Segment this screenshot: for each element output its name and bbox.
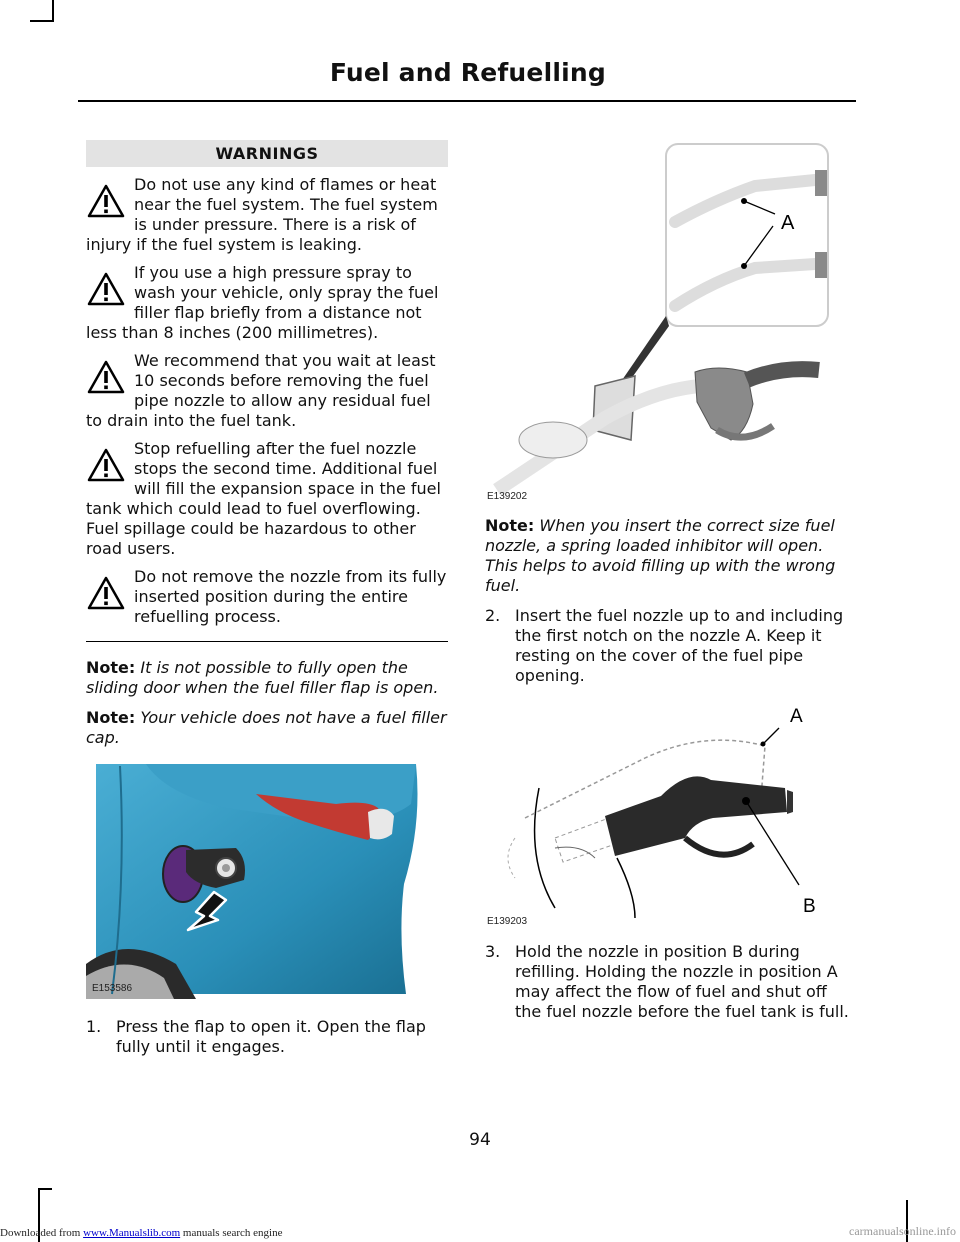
figure-nozzle-positions [485, 698, 847, 928]
step-number: 3. [485, 942, 501, 961]
warning-item [86, 567, 448, 642]
watermark: carmanualsonline.info [849, 1224, 956, 1238]
note-text: Your vehicle does not have a fuel filler cap. [86, 708, 447, 747]
step-text: Insert the fuel nozzle up to and including the first notch on the nozzle A. Keep it resting on the cover of the fuel pipe opening. [515, 606, 844, 685]
warning-text: Stop refuelling after the fuel nozzle stops the second time. Additional fuel will fill the expansion space in the fuel tank which could lead to fuel overflowing. Fuel spillage could be hazardous to other road users. [86, 439, 441, 558]
crop-mark [38, 1188, 52, 1190]
footer-suffix: manuals search engine [180, 1227, 283, 1239]
note-label: Note: [485, 516, 535, 535]
step-item [485, 942, 850, 1022]
manualslib-link[interactable]: www.Manualslib.com [83, 1227, 181, 1239]
car-rear-illustration [86, 764, 448, 999]
footer-source [0, 1227, 282, 1239]
right-column [485, 140, 850, 1022]
warning-triangle-icon [86, 447, 126, 483]
callout-label-a: A [790, 706, 803, 727]
warning-text: If you use a high pressure spray to wash your vehicle, only spray the fuel filler flap briefly from a distance not less than 8 inches (200 millimetres). [86, 263, 439, 342]
callout-label: A [781, 212, 795, 234]
step-number: 1. [86, 1017, 102, 1036]
callout-label-b: B [803, 896, 816, 917]
note [86, 658, 448, 698]
figure-nozzle-inhibitor [485, 140, 847, 508]
note-text: When you insert the correct size fuel nozzle, a spring loaded inhibitor will open. This helps to avoid filling up with the wrong fuel. [485, 516, 836, 595]
warning-item [86, 439, 448, 559]
figure-id: E139202 [487, 491, 528, 502]
page-number: 94 [469, 1130, 491, 1150]
warnings-heading: WARNINGS [86, 140, 448, 167]
warning-triangle-icon [86, 183, 126, 219]
warning-item [86, 175, 448, 255]
page-title: Fuel and Refuelling [329, 58, 606, 87]
step-item [485, 606, 850, 686]
crop-mark [52, 0, 54, 22]
warning-item [86, 351, 448, 431]
fuel-nozzle-inhibitor-illustration [485, 140, 847, 508]
step-text: Hold the nozzle in position B during refilling. Holding the nozzle in position A may affect the flow of fuel and shut off the fuel nozzle before the fuel tank is full. [515, 942, 849, 1021]
warning-triangle-icon [86, 359, 126, 395]
note-text: It is not possible to fully open the sliding door when the fuel filler flap is open. [86, 658, 439, 697]
warning-triangle-icon [86, 271, 126, 307]
note [485, 516, 850, 596]
figure-id: E139203 [487, 916, 528, 927]
header-divider [78, 100, 856, 102]
warning-text: Do not remove the nozzle from its fully inserted position during the entire refuelling process. [134, 567, 447, 626]
warning-text: We recommend that you wait at least 10 seconds before removing the fuel pipe nozzle to allow any residual fuel to drain into the fuel tank. [86, 351, 436, 430]
footer-prefix: Downloaded from [0, 1227, 84, 1239]
nozzle-positions-illustration [485, 698, 847, 928]
warning-item [86, 263, 448, 343]
figure-fuel-flap [86, 764, 448, 999]
warning-triangle-icon [86, 575, 126, 611]
note-label: Note: [86, 708, 136, 727]
note [86, 708, 448, 748]
step-item [86, 1017, 448, 1057]
step-number: 2. [485, 606, 501, 625]
crop-mark [30, 20, 54, 22]
warning-text: Do not use any kind of flames or heat near the fuel system. The fuel system is under pressure. There is a risk of injury if the fuel system is leaking. [86, 175, 438, 254]
left-column [86, 140, 448, 1057]
note-label: Note: [86, 658, 136, 677]
figure-id: E153586 [92, 983, 133, 994]
step-text: Press the flap to open it. Open the flap fully until it engages. [116, 1017, 426, 1056]
